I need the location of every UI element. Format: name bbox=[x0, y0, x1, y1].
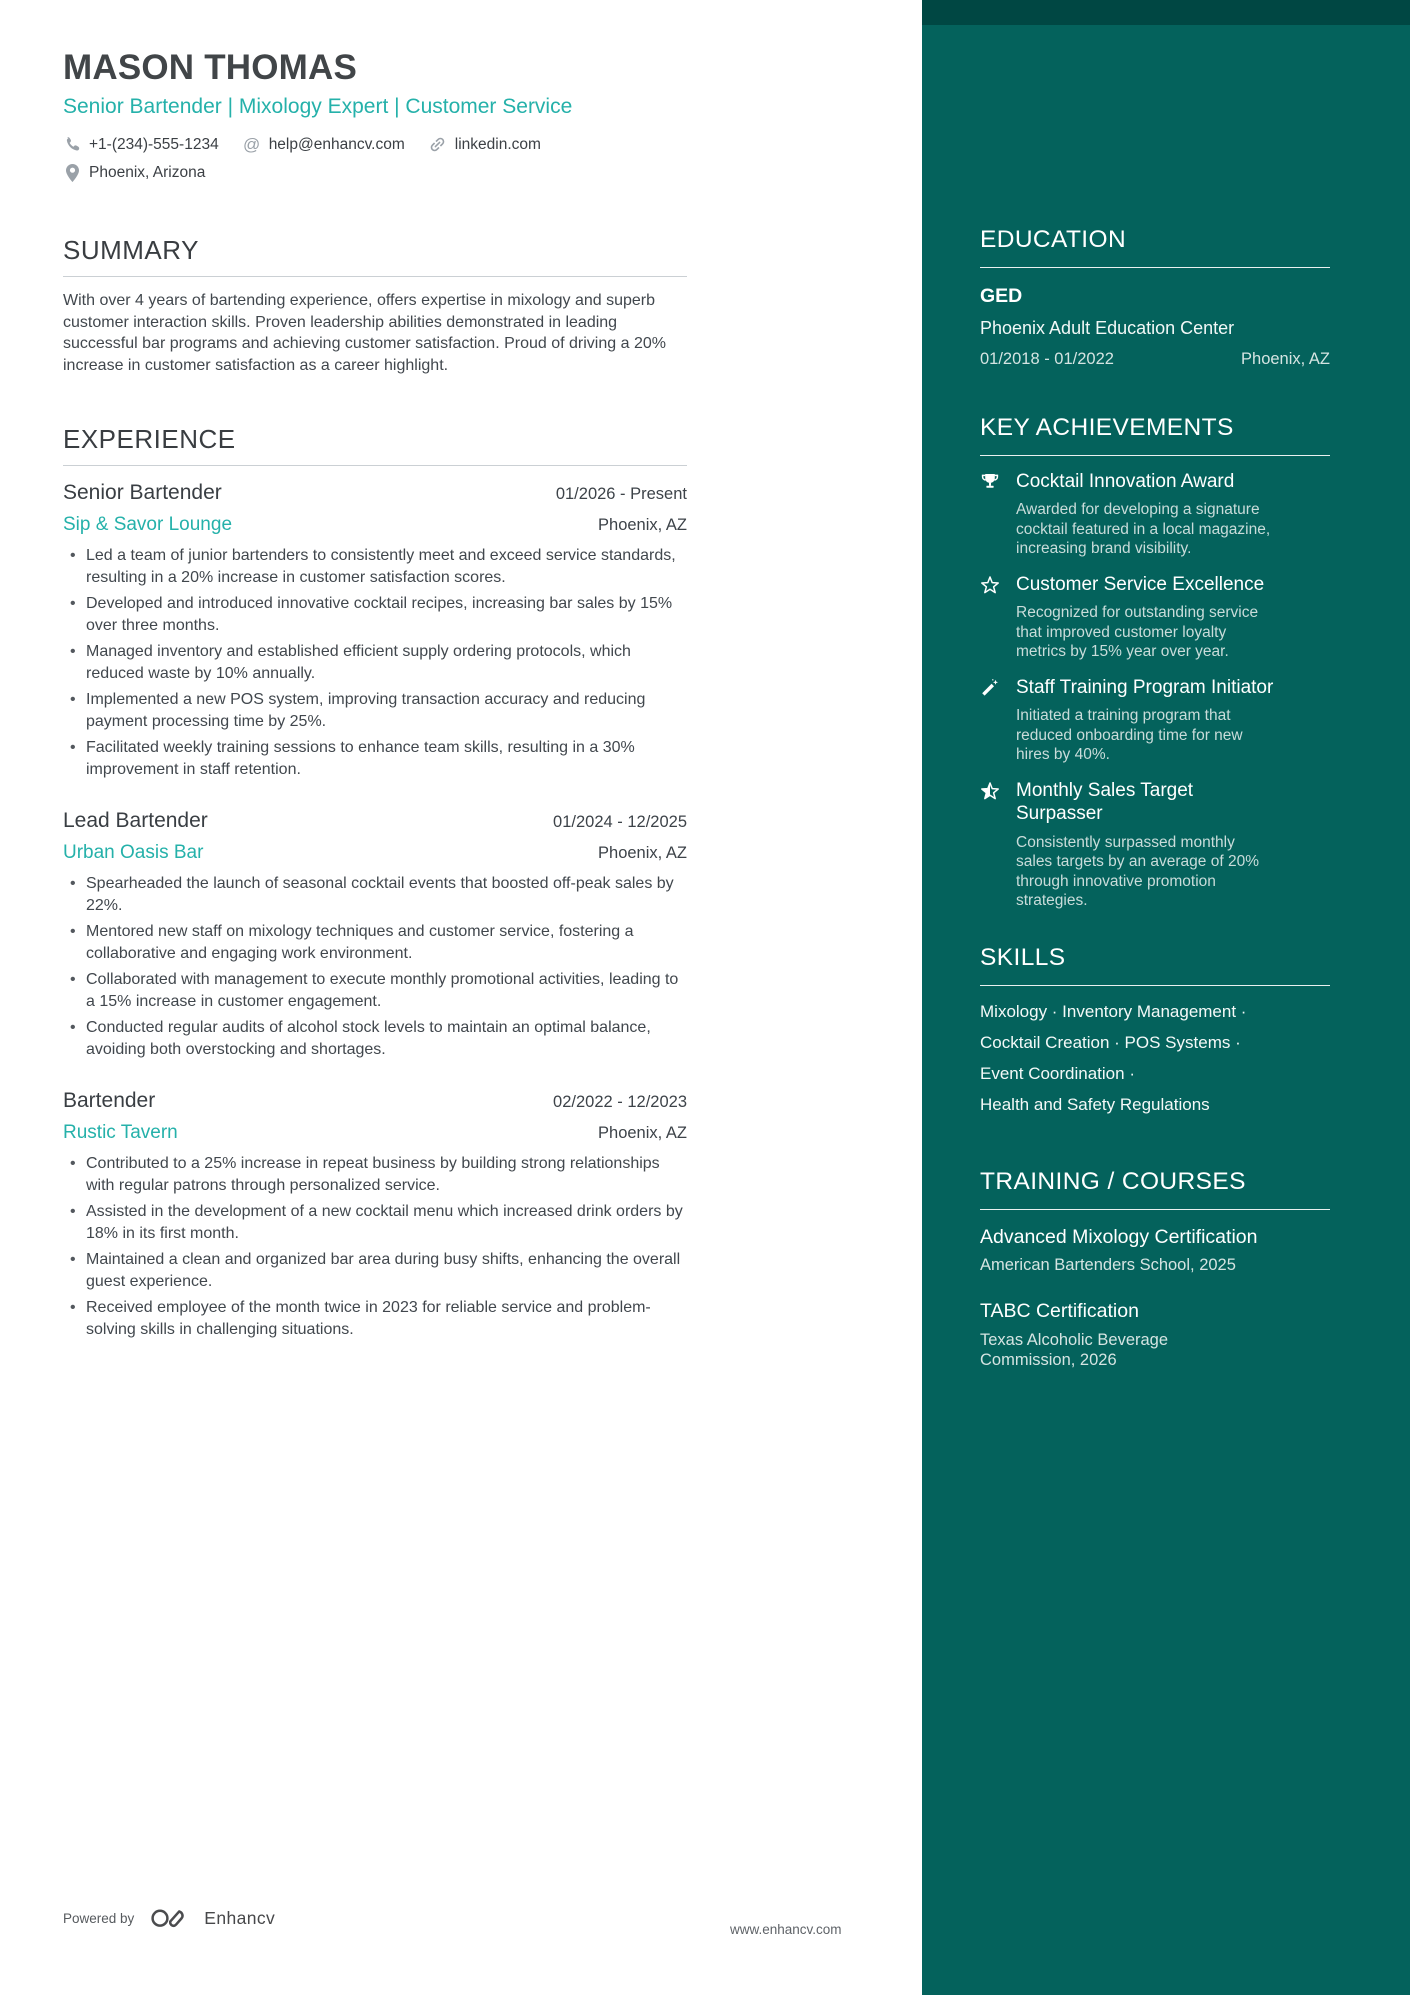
job-bullet: • Mentored new staff on mixology techniques and customer service, fostering a collaborative and engaging work environment. bbox=[63, 921, 687, 964]
job-location: Phoenix, AZ bbox=[598, 516, 687, 535]
job-bullet: • Implemented a new POS system, improving transaction accuracy and reducing payment processing time by 25%. bbox=[63, 689, 687, 732]
job-company: Rustic Tavern bbox=[63, 1122, 178, 1144]
achievement-title: Cocktail Innovation Award bbox=[1016, 470, 1235, 492]
skills-divider bbox=[980, 985, 1330, 986]
job-bullet: • Developed and introduced innovative cocktail recipes, increasing bar sales by 15% over three months. bbox=[63, 593, 687, 636]
job-dates: 01/2026 - Present bbox=[555, 485, 687, 504]
summary-text: With over 4 years of bartending experience, offers expertise in mixology and superb customer interaction skills. Proven leadership abilities demonstrated in leading successful bar programs and achieving customer satisfaction. Proud of driving a 20% increase in customer satisfaction as a career highlight. bbox=[63, 292, 666, 374]
job-bullet: • Facilitated weekly training sessions to enhance team skills, resulting in a 30% improvement in staff retention. bbox=[63, 737, 687, 780]
trophy-icon bbox=[980, 470, 1002, 497]
achievements-divider bbox=[980, 455, 1330, 456]
skill-row: Event Coordination · bbox=[980, 1063, 1135, 1083]
magic-wand-icon bbox=[980, 676, 1002, 703]
contact-linkedin-value[interactable]: linkedin.com bbox=[454, 135, 541, 153]
job-bullet: • Assisted in the development of a new cocktail menu which increased drink orders by 18% in its first month. bbox=[63, 1201, 687, 1244]
job-bullet: • Received employee of the month twice in 2023 for reliable service and problem-solving skills in challenging situations. bbox=[63, 1297, 687, 1340]
sidebar-top-band bbox=[922, 0, 1410, 25]
job-location: Phoenix, AZ bbox=[598, 844, 687, 863]
skills-heading: SKILLS bbox=[980, 943, 1066, 971]
job-company: Sip & Savor Lounge bbox=[63, 514, 233, 536]
contact-linkedin[interactable] bbox=[429, 136, 541, 154]
experience-heading: EXPERIENCE bbox=[63, 424, 236, 455]
course-title: TABC Certification bbox=[980, 1300, 1139, 1323]
achievement-item bbox=[980, 470, 1330, 559]
achievement-title: Staff Training Program Initiator bbox=[1016, 676, 1274, 698]
job-bullet: • Conducted regular audits of alcohol stock levels to maintain an optimal balance, avoiding both overstocking and shortages. bbox=[63, 1017, 687, 1060]
star-outline-icon bbox=[980, 573, 1002, 600]
skill-row: Mixology · Inventory Management · bbox=[980, 1001, 1247, 1021]
training-heading: TRAINING / COURSES bbox=[980, 1167, 1246, 1195]
contact-location-value: Phoenix, Arizona bbox=[89, 164, 206, 182]
job-title: Bartender bbox=[63, 1089, 156, 1113]
contact-phone bbox=[63, 136, 219, 154]
course-provider: Texas Alcoholic Beverage Commission, 2026 bbox=[980, 1330, 1169, 1369]
training-divider bbox=[980, 1209, 1330, 1210]
contact-email-value[interactable]: help@enhancv.com bbox=[268, 135, 405, 153]
achievement-description: Recognized for outstanding service that improved customer loyalty metrics by 15% year over year. bbox=[1016, 604, 1259, 661]
summary-divider bbox=[63, 276, 687, 277]
education-dates: 01/2018 - 01/2022 bbox=[980, 349, 1114, 368]
education-school: Phoenix Adult Education Center bbox=[980, 317, 1235, 338]
footer-website[interactable]: www.enhancv.com bbox=[730, 1922, 842, 1937]
at-icon: @ bbox=[243, 135, 261, 155]
achievements-heading: KEY ACHIEVEMENTS bbox=[980, 413, 1234, 441]
person-name: MASON THOMAS bbox=[63, 48, 358, 87]
education-divider bbox=[980, 267, 1330, 268]
achievement-item bbox=[980, 779, 1330, 911]
experience-divider bbox=[63, 465, 687, 466]
job-bullet: • Spearheaded the launch of seasonal cocktail events that boosted off-peak sales by 22%. bbox=[63, 873, 687, 916]
contact-location bbox=[63, 164, 205, 183]
person-headline: Senior Bartender | Mixology Expert | Customer Service bbox=[63, 94, 573, 118]
course-provider: American Bartenders School, 2025 bbox=[980, 1256, 1236, 1275]
skills-list bbox=[980, 1003, 1330, 1113]
achievement-item bbox=[980, 676, 1330, 765]
achievement-title: Monthly Sales Target Surpasser bbox=[1016, 779, 1194, 825]
contact-phone-value: +1-(234)-555-1234 bbox=[89, 135, 219, 153]
education-location: Phoenix, AZ bbox=[1241, 349, 1330, 368]
link-icon bbox=[429, 136, 447, 153]
contact-row bbox=[63, 136, 687, 154]
course-entry bbox=[980, 1300, 1330, 1370]
experience-entry bbox=[63, 1089, 687, 1340]
achievement-item bbox=[980, 573, 1330, 662]
job-company: Urban Oasis Bar bbox=[63, 842, 204, 864]
powered-by-footer bbox=[63, 1905, 275, 1931]
skill-row: Health and Safety Regulations bbox=[980, 1094, 1210, 1114]
powered-by-label: Powered by bbox=[63, 1910, 135, 1926]
achievement-description: Consistently surpassed monthly sales targets by an average of 20% through innovative promotion strategies. bbox=[1016, 833, 1259, 910]
achievement-description: Initiated a training program that reduced onboarding time for new hires by 40%. bbox=[1016, 707, 1243, 764]
job-location: Phoenix, AZ bbox=[598, 1124, 687, 1143]
job-bullet-list bbox=[63, 873, 687, 1060]
job-title: Lead Bartender bbox=[63, 809, 208, 833]
phone-icon bbox=[63, 136, 81, 153]
education-degree: GED bbox=[980, 284, 1023, 307]
skill-row: Cocktail Creation · POS Systems · bbox=[980, 1032, 1241, 1052]
course-title: Advanced Mixology Certification bbox=[980, 1225, 1258, 1248]
main-column bbox=[63, 0, 687, 1345]
education-heading: EDUCATION bbox=[980, 226, 1127, 253]
location-pin-icon bbox=[63, 164, 81, 183]
job-bullet-list bbox=[63, 545, 687, 780]
job-bullet: • Collaborated with management to execute monthly promotional activities, leading to a 15% increase in customer engagement. bbox=[63, 969, 687, 1012]
enhancv-brand-text: Enhancv bbox=[204, 1907, 276, 1928]
job-dates: 02/2022 - 12/2023 bbox=[553, 1093, 687, 1112]
achievement-description: Awarded for developing a signature cocktail featured in a local magazine, increasing brand visibility. bbox=[1016, 501, 1271, 558]
experience-entry bbox=[63, 481, 687, 780]
job-bullet: • Led a team of junior bartenders to consistently meet and exceed service standards, resulting in a 20% increase in customer satisfaction scores. bbox=[63, 545, 687, 588]
job-bullet: • Contributed to a 25% increase in repeat business by building strong relationships with regular patrons through personalized service. bbox=[63, 1153, 687, 1196]
summary-heading: SUMMARY bbox=[63, 234, 199, 265]
job-bullet: • Managed inventory and established efficient supply ordering protocols, which reduced waste by 10% annually. bbox=[63, 641, 687, 684]
achievement-title: Customer Service Excellence bbox=[1016, 573, 1265, 595]
job-dates: 01/2024 - 12/2025 bbox=[553, 813, 687, 832]
sidebar bbox=[922, 0, 1410, 1995]
job-bullet: • Maintained a clean and organized bar area during busy shifts, enhancing the overall guest experience. bbox=[63, 1249, 687, 1292]
half-star-icon bbox=[980, 779, 1002, 806]
enhancv-logo-icon bbox=[150, 1907, 188, 1929]
job-title: Senior Bartender bbox=[63, 481, 222, 505]
contact-email[interactable] bbox=[243, 136, 405, 154]
course-entry bbox=[980, 1226, 1330, 1276]
experience-entry bbox=[63, 809, 687, 1060]
contact-row-2 bbox=[63, 164, 687, 183]
job-bullet-list bbox=[63, 1153, 687, 1340]
